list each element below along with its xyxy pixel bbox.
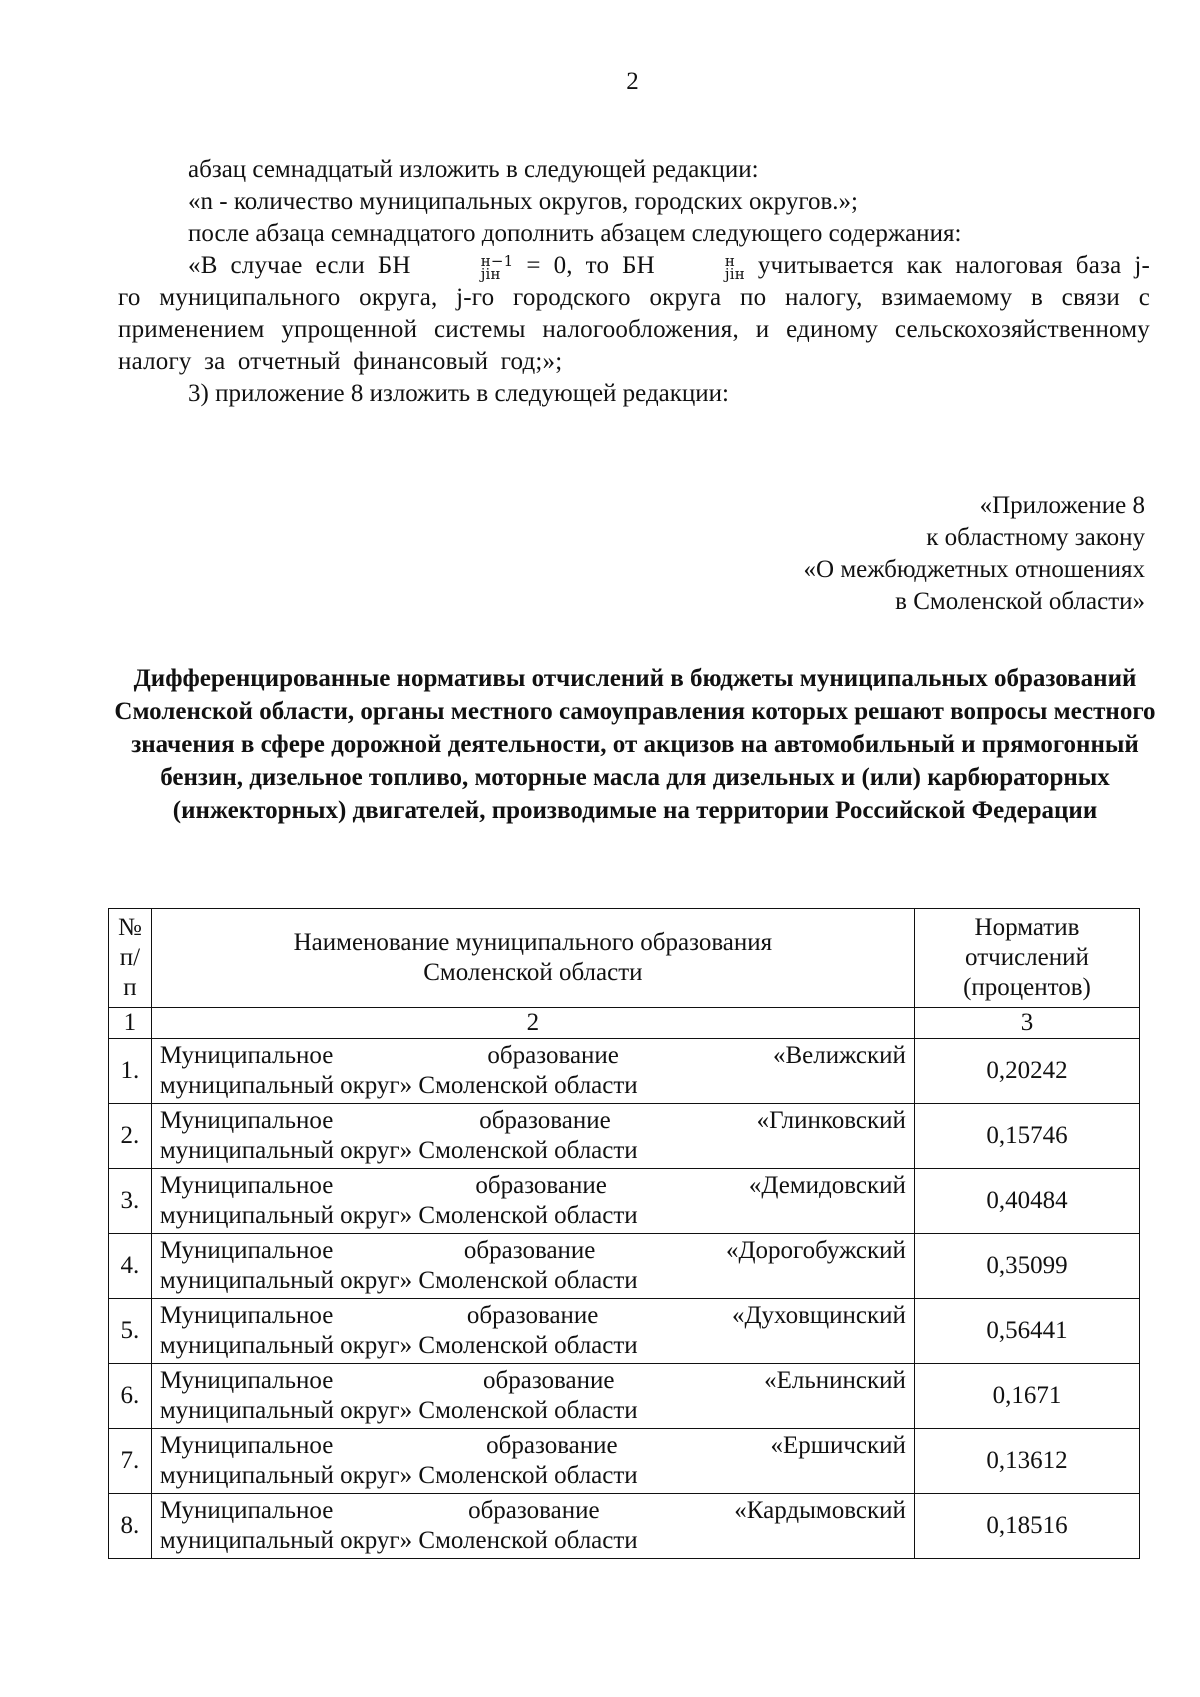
row-value: 0,13612 [914,1429,1139,1494]
table-row [109,1104,1140,1169]
row-name-line-1: Муниципальное образование «Кардымовский [159,1497,906,1524]
table-row [109,1234,1140,1299]
row-name-line-1: Муниципальное образование «Велижский [159,1042,906,1069]
row-name-line-1: Муниципальное образование «Ельнинский [159,1367,906,1394]
row-num: 7. [109,1429,152,1494]
formula-2-sub: jiн [724,265,745,283]
norms-table [108,908,1140,1559]
row-value: 0,35099 [914,1234,1139,1299]
appendix-line-3: «О межбюджетных отношениях [803,556,1145,583]
row-name-line-2: муниципальный округ» Смоленской области [159,1137,638,1164]
row-name-line-2: муниципальный округ» Смоленской области [159,1397,638,1424]
paragraph-4-end: учитывается как налоговая база j-го муниципального округа, j-го городского округа по налогу, взимаемому в связи с применением упрощенной системы налогообложения, и единому сельскохозяйственному налогу за отчетный финансовый год;»; [118,252,1150,375]
row-name-line-1: Муниципальное образование «Глинковский [159,1107,906,1134]
row-name [151,1429,914,1494]
row-name [151,1364,914,1429]
page-number: 2 [626,68,639,95]
row-value: 0,20242 [914,1039,1139,1104]
appendix-line-2: к областному закону [926,524,1145,551]
row-name-line-1: Муниципальное образование «Демидовский [159,1172,906,1199]
paragraph-1: абзац семнадцатый изложить в следующей редакции: [188,156,759,183]
table-row [109,1364,1140,1429]
row-value: 0,15746 [914,1104,1139,1169]
row-value: 0,40484 [914,1169,1139,1234]
table-row [109,1169,1140,1234]
table-row [109,1299,1140,1364]
row-num: 4. [109,1234,152,1299]
table-row [109,1039,1140,1104]
paragraph-3: после абзаца семнадцатого дополнить абзацем следующего содержания: [188,220,962,247]
paragraph-5: 3) приложение 8 изложить в следующей редакции: [188,380,729,407]
row-num: 2. [109,1104,152,1169]
header-name: Наименование муниципального образования Смоленской области [151,909,914,1008]
body-text [118,154,1150,410]
header-num: № п/п [109,909,152,1008]
row-num: 3. [109,1169,152,1234]
paragraph-4-start: «В случае если БН [188,252,411,279]
row-name [151,1494,914,1559]
formula-2-indices [655,252,745,283]
paragraph-2: «n - количество муниципальных округов, городских округов.»; [188,188,858,215]
paragraph-4 [118,250,1150,378]
appendix-line-4: в Смоленской области» [895,588,1145,615]
row-num: 5. [109,1299,152,1364]
row-num: 6. [109,1364,152,1429]
table-header-row [109,909,1140,1008]
appendix-line-1: «Приложение 8 [979,492,1145,519]
row-name-line-2: муниципальный округ» Смоленской области [159,1527,638,1554]
document-title: Дифференцированные нормативы отчислений в бюджеты муниципальных образований Смоленской области, органы местного самоуправления которых решают вопросы местного значения в сфере дорожной деятельности, от акцизов на автомобильный и прямогонный бензин, дизельное топливо, моторные масла для дизельных и (или) карбюраторных (инжекторных) двигателей, производимые на территории Российской Федерации [114,665,1156,824]
formula-2-sup: н [724,252,736,270]
col-number-2: 2 [151,1008,914,1039]
row-name [151,1169,914,1234]
table-row [109,1494,1140,1559]
row-name-line-2: муниципальный округ» Смоленской области [159,1202,638,1229]
row-name-line-1: Муниципальное образование «Духовщинский [159,1302,906,1329]
table-row [109,1429,1140,1494]
row-name-line-1: Муниципальное образование «Дорогобужский [159,1237,906,1264]
row-num: 8. [109,1494,152,1559]
row-value: 0,18516 [914,1494,1139,1559]
row-value: 0,1671 [914,1364,1139,1429]
col-number-3: 3 [914,1008,1139,1039]
row-name-line-2: муниципальный округ» Смоленской области [159,1072,638,1099]
formula-1-sup: н−1 [480,252,514,270]
row-name [151,1104,914,1169]
paragraph-4-mid: = 0, то БН [513,252,655,279]
header-norm: Норматив отчислений (процентов) [914,909,1139,1008]
row-name [151,1234,914,1299]
row-num: 1. [109,1039,152,1104]
formula-1-sub: jiн [480,265,501,283]
row-name-line-2: муниципальный округ» Смоленской области [159,1462,638,1489]
appendix-heading [804,490,1145,618]
column-number-row [109,1008,1140,1039]
col-number-1: 1 [109,1008,152,1039]
row-name-line-1: Муниципальное образование «Ершичский [159,1432,906,1459]
formula-1-indices [411,252,514,283]
row-name-line-2: муниципальный округ» Смоленской области [159,1267,638,1294]
row-name [151,1039,914,1104]
row-name-line-2: муниципальный округ» Смоленской области [159,1332,638,1359]
row-value: 0,56441 [914,1299,1139,1364]
row-name [151,1299,914,1364]
